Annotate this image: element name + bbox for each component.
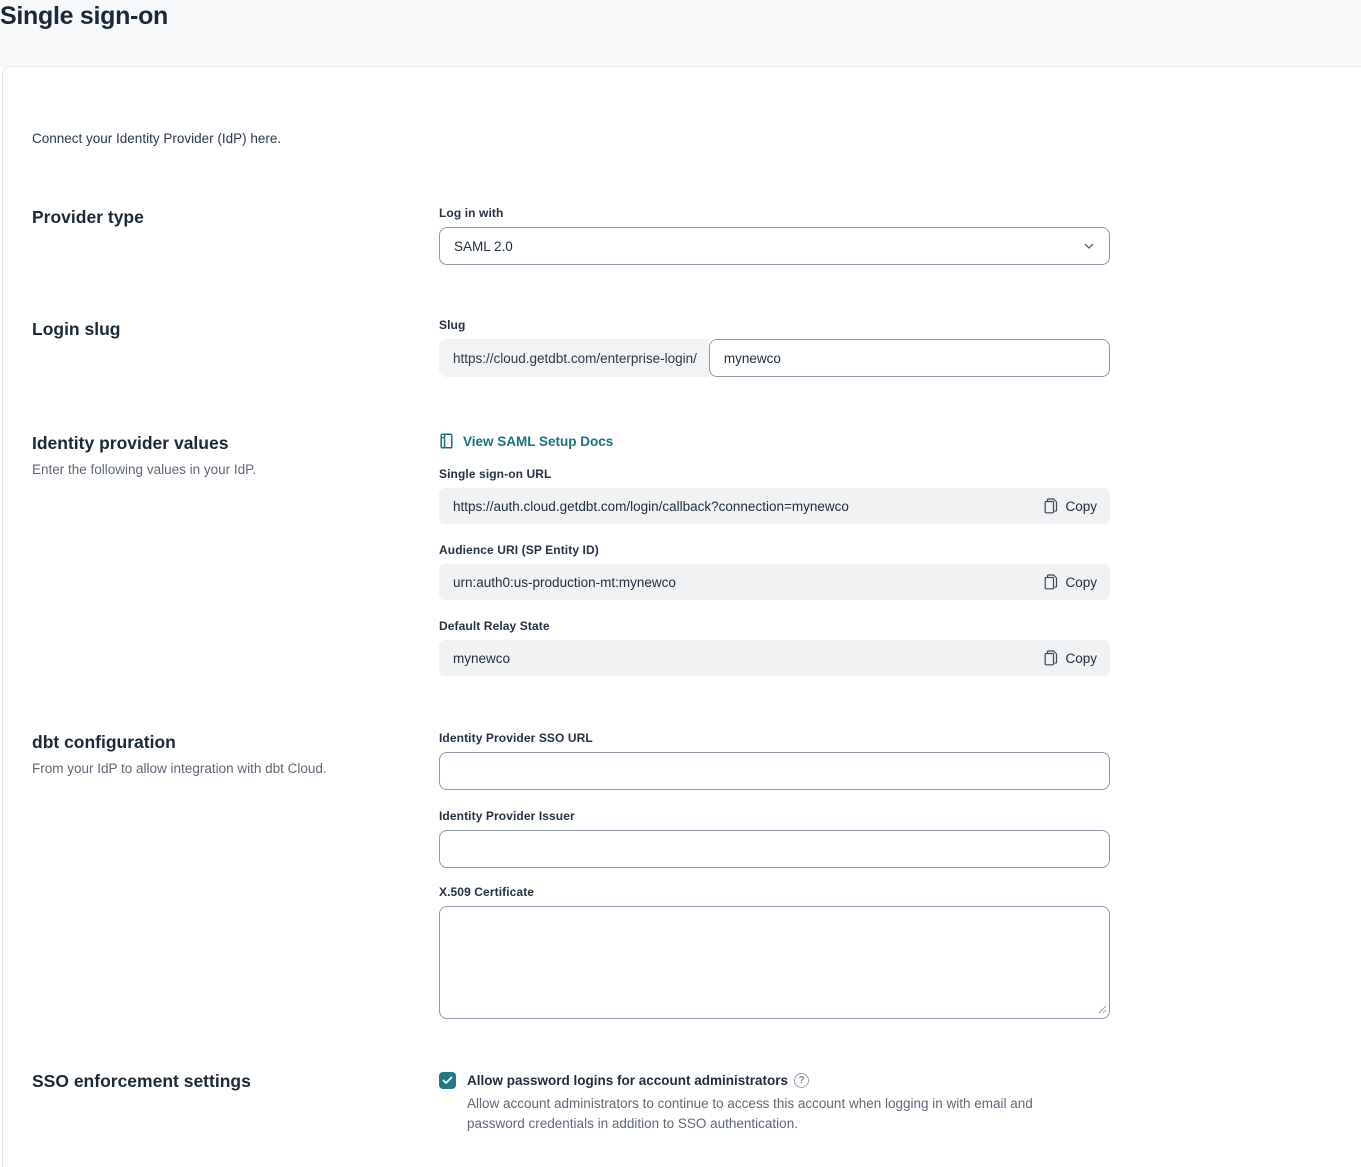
copy-label: Copy: [1065, 650, 1097, 666]
idp-sso-url-block: [439, 730, 1110, 790]
idp-issuer-input[interactable]: [439, 830, 1110, 868]
login-with-label: Log in with: [439, 206, 504, 220]
idp-values-subheading: Enter the following values in your IdP.: [32, 462, 257, 477]
idp-issuer-label: Identity Provider Issuer: [439, 809, 575, 823]
audience-uri-block: [439, 542, 1110, 600]
dbt-configuration-heading: dbt configuration: [32, 732, 176, 752]
audience-uri-copy-button[interactable]: [1044, 574, 1097, 590]
section-dbt-configuration: [32, 730, 1361, 1019]
slug-input[interactable]: [709, 339, 1110, 377]
journal-icon: [439, 433, 454, 449]
section-login-slug: [32, 317, 1361, 377]
relay-state-block: [439, 618, 1110, 676]
audience-uri-value-row: [439, 564, 1110, 600]
provider-type-heading: Provider type: [32, 207, 144, 227]
slug-field-group: [439, 339, 1110, 377]
view-saml-setup-docs-link[interactable]: [439, 431, 1110, 451]
relay-state-copy-button[interactable]: [1044, 650, 1097, 666]
sso-url-value-row: [439, 488, 1110, 524]
allow-password-logins-label: Allow password logins for account administrators: [467, 1073, 789, 1088]
idp-values-heading: Identity provider values: [32, 433, 229, 453]
sso-url-value: https://auth.cloud.getdbt.com/login/callback?connection=mynewco: [453, 498, 849, 514]
sso-url-copy-button[interactable]: [1044, 498, 1097, 514]
sso-url-block: [439, 466, 1110, 524]
copy-icon: [1044, 650, 1058, 666]
dbt-configuration-subheading: From your IdP to allow integration with dbt Cloud.: [32, 761, 327, 776]
settings-card: [2, 66, 1361, 1167]
audience-uri-value: urn:auth0:us-production-mt:mynewco: [453, 574, 676, 590]
login-slug-heading: Login slug: [32, 319, 121, 339]
sso-url-label: Single sign-on URL: [439, 467, 552, 481]
allow-password-logins-checkbox[interactable]: [439, 1072, 456, 1089]
audience-uri-label: Audience URI (SP Entity ID): [439, 543, 599, 557]
copy-icon: [1044, 498, 1058, 514]
x509-certificate-textarea[interactable]: [439, 906, 1110, 1019]
section-idp-values: [32, 431, 1361, 676]
slug-url-prefix: https://cloud.getdbt.com/enterprise-login/: [439, 339, 709, 377]
x509-certificate-block: [439, 884, 1110, 1019]
copy-label: Copy: [1065, 498, 1097, 514]
x509-certificate-label: X.509 Certificate: [439, 885, 535, 899]
section-sso-enforcement: [32, 1069, 1361, 1134]
login-with-select[interactable]: [439, 227, 1110, 265]
sso-enforcement-heading: SSO enforcement settings: [32, 1071, 251, 1091]
idp-sso-url-label: Identity Provider SSO URL: [439, 731, 593, 745]
intro-text: Connect your Identity Provider (IdP) here.: [32, 131, 282, 146]
question-circle-icon[interactable]: ?: [794, 1073, 809, 1088]
slug-label: Slug: [439, 318, 466, 332]
allow-password-logins-description: Allow account administrators to continue to access this account when logging in with email and password credentials in addition to SSO authentication.: [467, 1096, 1033, 1131]
chevron-down-icon: [1083, 240, 1095, 252]
relay-state-value: mynewco: [453, 650, 511, 666]
relay-state-label: Default Relay State: [439, 619, 550, 633]
page-header: [0, 0, 1361, 67]
copy-label: Copy: [1065, 574, 1097, 590]
login-with-selected-value: SAML 2.0: [454, 238, 513, 254]
section-provider-type: [32, 205, 1361, 265]
copy-icon: [1044, 574, 1058, 590]
page-title: Single sign-on: [0, 2, 169, 30]
check-icon: [442, 1076, 453, 1085]
idp-sso-url-input[interactable]: [439, 752, 1110, 790]
relay-state-value-row: [439, 640, 1110, 676]
resize-handle-icon[interactable]: [1097, 1004, 1107, 1014]
idp-issuer-block: [439, 808, 1110, 868]
docs-link-label: View SAML Setup Docs: [463, 433, 614, 449]
